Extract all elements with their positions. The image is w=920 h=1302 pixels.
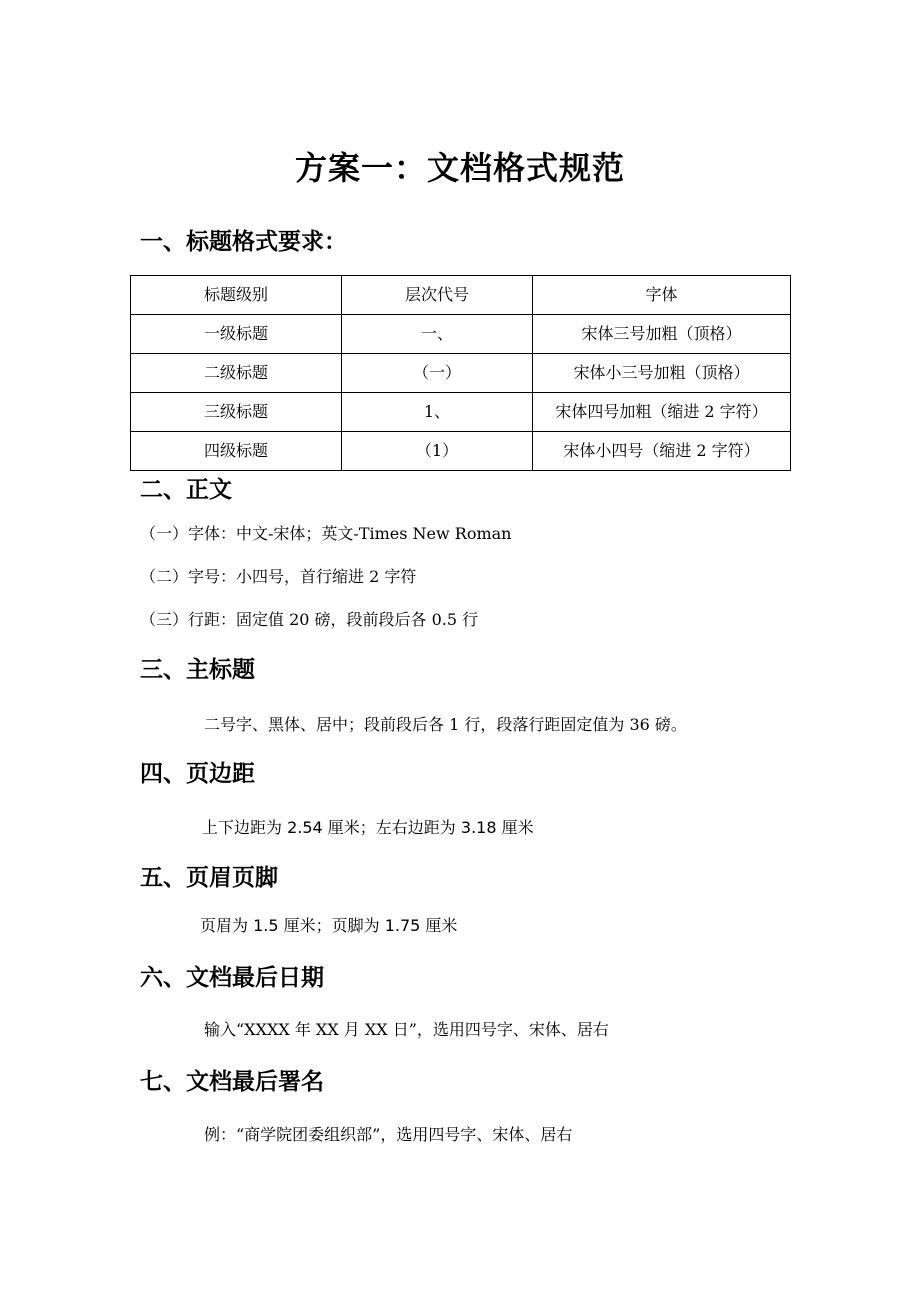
section-heading-title-format: 一、标题格式要求： (140, 229, 347, 255)
table-cell: 1、 (342, 393, 533, 432)
table-cell: 宋体四号加粗（缩进 2 字符） (533, 393, 791, 432)
table-header-cell: 字体 (533, 276, 791, 315)
body-spacing-line: （三）行距：固定值 20 磅，段前段后各 0.5 行 (140, 610, 479, 629)
section-heading-main-title: 三、主标题 (140, 657, 255, 683)
main-title-rule-line: 二号字、黑体、居中；段前段后各 1 行，段落行距固定值为 36 磅。 (204, 715, 687, 734)
table-cell: 三级标题 (131, 393, 342, 432)
section-heading-final-date: 六、文档最后日期 (140, 965, 324, 991)
body-size-line: （二）字号：小四号，首行缩进 2 字符 (140, 567, 417, 586)
table-cell: 宋体三号加粗（顶格） (533, 315, 791, 354)
page-title: 方案一：文档格式规范 (294, 149, 625, 187)
table-cell: 二级标题 (131, 354, 342, 393)
heading-format-table (130, 275, 791, 471)
table-cell: （1） (342, 432, 533, 471)
body-font-line: （一）字体：中文-宋体；英文-Times New Roman (140, 524, 512, 543)
table-cell: （一） (342, 354, 533, 393)
table-row (131, 354, 791, 393)
section-heading-body-text: 二、正文 (140, 477, 232, 503)
table-row (131, 432, 791, 471)
table-cell: 宋体小四号（缩进 2 字符） (533, 432, 791, 471)
table-row (131, 393, 791, 432)
table-row (131, 315, 791, 354)
table-cell: 一、 (342, 315, 533, 354)
table-cell: 一级标题 (131, 315, 342, 354)
section-heading-final-signature: 七、文档最后署名 (140, 1069, 324, 1095)
final-date-rule-line: 输入“XXXX 年 XX 月 XX 日”，选用四号字、宋体、居右 (204, 1020, 609, 1039)
table-header-row (131, 276, 791, 315)
table-header-cell: 标题级别 (131, 276, 342, 315)
final-signature-rule-line: 例：“商学院团委组织部”，选用四号字、宋体、居右 (204, 1125, 573, 1144)
header-footer-rule-line: 页眉为 1.5 厘米；页脚为 1.75 厘米 (200, 916, 458, 935)
section-heading-header-footer: 五、页眉页脚 (140, 865, 278, 891)
section-heading-margins: 四、页边距 (140, 761, 255, 787)
table-header-cell: 层次代号 (342, 276, 533, 315)
table-cell: 四级标题 (131, 432, 342, 471)
margins-rule-line: 上下边距为 2.54 厘米；左右边距为 3.18 厘米 (202, 818, 534, 837)
table-cell: 宋体小三号加粗（顶格） (533, 354, 791, 393)
